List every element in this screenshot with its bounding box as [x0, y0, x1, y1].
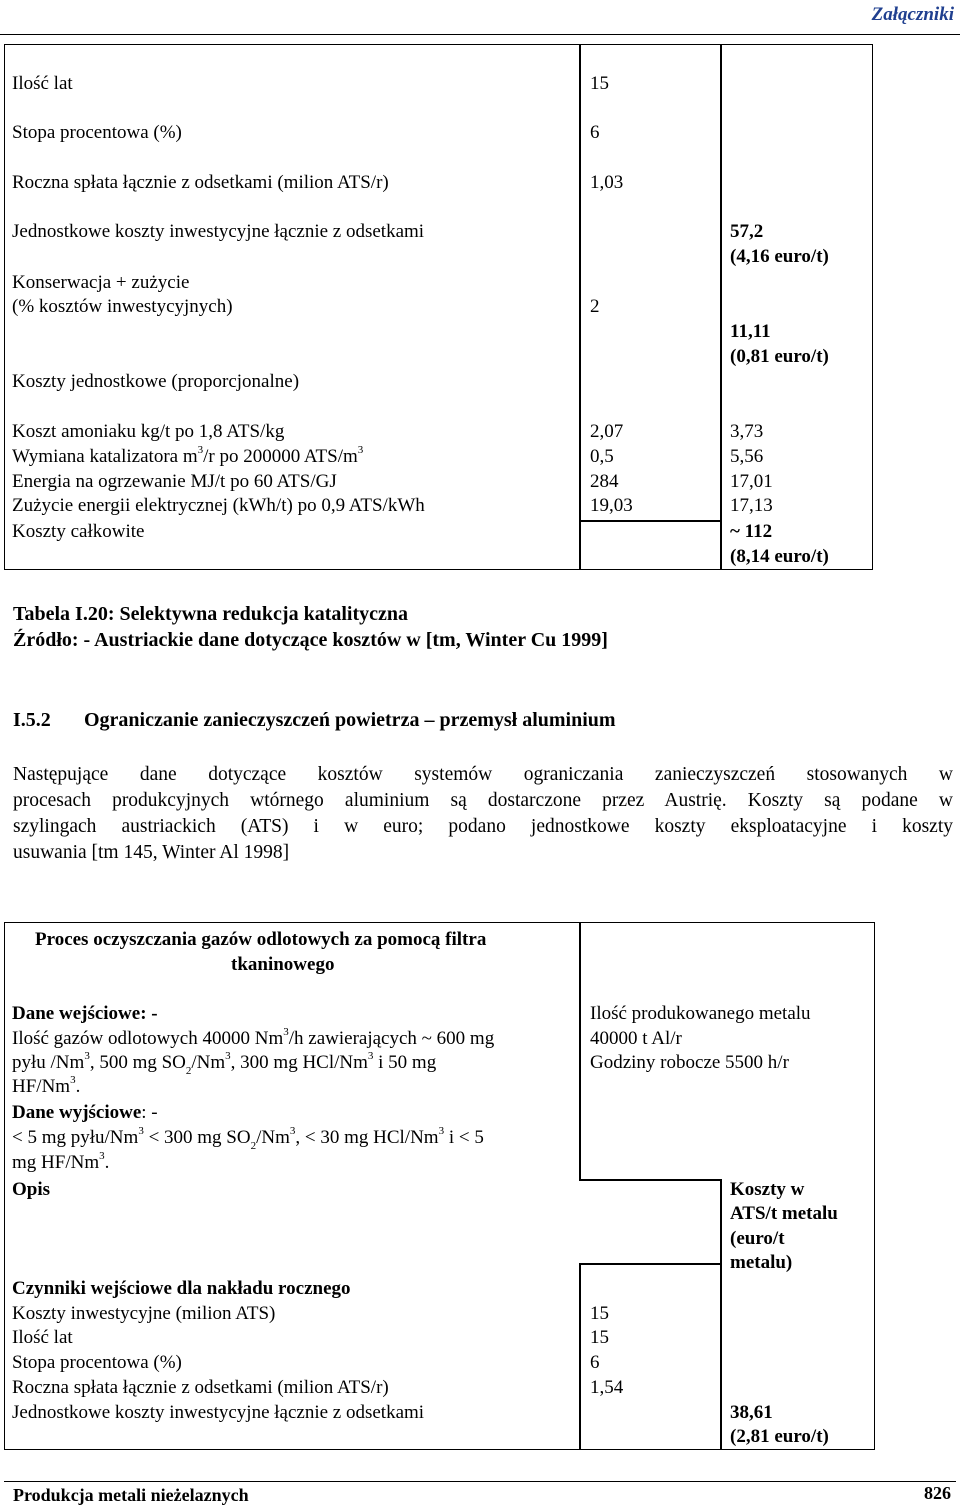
opis-label: Opis [12, 1179, 51, 1200]
item-value: 284 [590, 471, 619, 492]
maintenance-value: 2 [590, 296, 600, 317]
metal-amount-value: 40000 t Al/r [590, 1028, 682, 1049]
factor-label: Jednostkowe koszty inwestycyjne łącznie z odsetkami [12, 1402, 425, 1423]
unit-invest-cost: 57,2 [730, 221, 764, 242]
total-label: Koszty całkowite [12, 521, 145, 542]
footer-title: Produkcja metali nieżelaznych [13, 1485, 249, 1505]
section-number: I.5.2 [13, 709, 51, 731]
header-rule [0, 34, 960, 35]
cost-head: metalu) [730, 1252, 793, 1273]
body-paragraph [13, 762, 953, 866]
footer-rule [4, 1481, 956, 1482]
section-title: Ograniczanie zanieczyszczeń powietrza – przemysł aluminium [84, 709, 616, 731]
item-value: 2,07 [590, 421, 624, 442]
input-line: Ilość gazów odlotowych 40000 Nm$^3$/h zawierających ~ 600 mg [12, 1026, 495, 1049]
working-hours: Godziny robocze 5500 h/r [590, 1052, 789, 1073]
running-header: Załączniki [871, 4, 954, 25]
table2-col-divider [579, 923, 581, 1179]
table2-title-2: tkaninowego [231, 954, 335, 975]
table1-col-divider-1 [579, 45, 581, 569]
output-line: mg HF/Nm$^3$. [12, 1150, 110, 1173]
maintenance-label-2: (% kosztów inwestycyjnych) [12, 296, 233, 317]
item-cost: 17,13 [730, 495, 773, 516]
table1-label: Roczna spłata łącznie z odsetkami (milion ATS/r) [12, 172, 389, 193]
factor-value: 15 [590, 1327, 609, 1348]
total-cost-euro: (8,14 euro/t) [730, 546, 829, 567]
item-label: Wymiana katalizatora $m^3/r$ po 200000 ATS/$m^3$ [12, 444, 364, 467]
unit-invest-cost-euro: (4,16 euro/t) [730, 246, 829, 267]
table1-col-divider-2 [720, 45, 722, 569]
paragraph-line: procesach produkcyjnych wtórnego aluminium są dostarczone przez Austrię. Koszty są podane w [13, 790, 953, 811]
unit-invest-label: Jednostkowe koszty inwestycyjne łącznie z odsetkami [12, 221, 425, 242]
table2-title: Proces oczyszczania gazów odlotowych za pomocą filtra [35, 929, 487, 950]
maintenance-cost: 11,11 [730, 321, 771, 342]
item-cost: 5,56 [730, 446, 764, 467]
table1-label: Ilość lat [12, 73, 73, 94]
factors-heading: Czynniki wejściowe dla nakładu rocznego [12, 1278, 351, 1299]
table1-segment-line [579, 520, 721, 522]
table1-value: 1,03 [590, 172, 624, 193]
factor-value: 1,54 [590, 1377, 624, 1398]
cost-head: Koszty w [730, 1179, 805, 1200]
table-caption: Tabela I.20: Selektywna redukcja katalityczna [13, 603, 409, 625]
metal-amount-label: Ilość produkowanego metalu [590, 1003, 811, 1024]
proportional-label: Koszty jednostkowe (proporcjonalne) [12, 371, 300, 392]
item-cost: 3,73 [730, 421, 764, 442]
total-cost-euro-2: (2,81 euro/t) [730, 1426, 829, 1447]
paragraph-line: szylingach austriackich (ATS) i w euro; podano jednostkowe koszty eksploatacyjne i koszty [13, 816, 953, 837]
output-line: < 5 mg pyłu/$Nm^3 < 300$ mg $SO_2/Nm^3$, < 30 mg HCl/Nm$^3$ i < 5 [12, 1125, 484, 1152]
table2-col-divider [720, 1179, 722, 1449]
table-source: Źródło: - Austriackie dane dotyczące kosztów w [tm, Winter Cu 1999] [13, 629, 608, 651]
maintenance-cost-euro: (0,81 euro/t) [730, 346, 829, 367]
output-heading: Dane wyjściowe: - [12, 1102, 158, 1123]
factor-value: 15 [590, 1303, 609, 1324]
total-cost-2: 38,61 [730, 1402, 773, 1423]
input-line: pyłu /Nm$^3$, 500 mg $SO_2/Nm^3$, 300 mg HCl/Nm$^3$ i 50 mg [12, 1050, 437, 1077]
table1-label: Stopa procentowa (%) [12, 122, 182, 143]
item-label: Energia na ogrzewanie MJ/t po 60 ATS/GJ [12, 471, 337, 492]
page-number: 826 [924, 1483, 951, 1503]
input-line: HF/Nm$^3$. [12, 1074, 81, 1097]
cost-head: (euro/t [730, 1228, 785, 1249]
item-value: 0,5 [590, 446, 614, 467]
table1-value: 6 [590, 122, 600, 143]
cost-head: ATS/t metalu [730, 1203, 838, 1224]
table2-segment-line [579, 1263, 721, 1265]
factor-label: Koszty inwestycyjne (milion ATS) [12, 1303, 276, 1324]
item-label: Zużycie energii elektrycznej (kWh/t) po 0,9 ATS/kWh [12, 495, 425, 516]
paragraph-line: usuwania [tm 145, Winter Al 1998] [13, 842, 290, 863]
table1-value: 15 [590, 73, 609, 94]
factor-label: Roczna spłata łącznie z odsetkami (milion ATS/r) [12, 1377, 389, 1398]
table2-col-divider [579, 1263, 581, 1449]
total-cost: ~ 112 [730, 521, 773, 542]
table2-segment-line [579, 1179, 721, 1181]
paragraph-line: Następujące dane dotyczące kosztów systemów ograniczania zanieczyszczeń stosowanych w [13, 764, 953, 785]
item-value: 19,03 [590, 495, 633, 516]
input-heading: Dane wejściowe: - [12, 1003, 158, 1024]
maintenance-label: Konserwacja + zużycie [12, 272, 190, 293]
factor-label: Stopa procentowa (%) [12, 1352, 182, 1373]
item-label: Koszt amoniaku kg/t po 1,8 ATS/kg [12, 421, 285, 442]
factor-label: Ilość lat [12, 1327, 73, 1348]
item-cost: 17,01 [730, 471, 773, 492]
factor-value: 6 [590, 1352, 600, 1373]
